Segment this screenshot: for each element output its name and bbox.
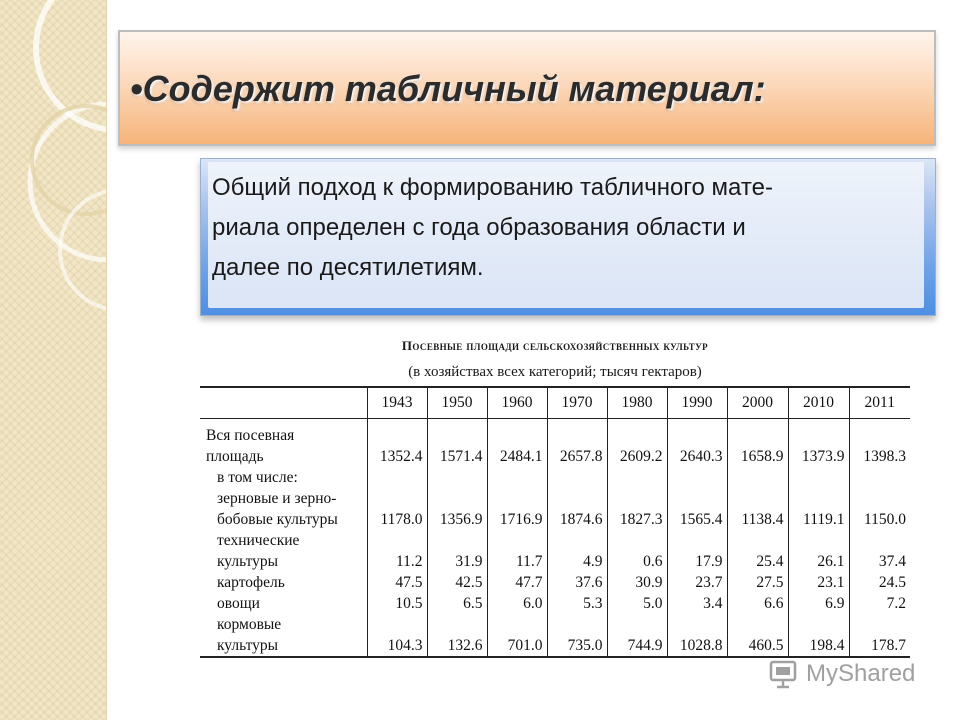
table-title: Посевные площади сельскохозяйственных культур: [401, 338, 709, 353]
table-cell: [367, 488, 427, 509]
table-cell: [667, 467, 727, 488]
table-cell: 198.4: [788, 635, 849, 657]
table-cell: 2640.3: [667, 446, 727, 467]
info-paragraph: [212, 168, 912, 288]
table-cell: 10.5: [367, 593, 427, 614]
year-header: 2010: [788, 387, 849, 419]
table-cell: 30.9: [607, 572, 667, 593]
table-cell: 2484.1: [487, 446, 547, 467]
table-cell: 104.3: [367, 635, 427, 657]
table-cell: [788, 530, 849, 551]
decorative-circles-icon: [0, 0, 106, 720]
table-cell: 11.2: [367, 551, 427, 572]
table-cell: [667, 530, 727, 551]
table-cell: 1571.4: [427, 446, 487, 467]
table-cell: [849, 614, 910, 635]
table-cell: [849, 488, 910, 509]
table-cell: [788, 488, 849, 509]
table-cell: [547, 530, 607, 551]
table-cell: 6.0: [487, 593, 547, 614]
slide-title: •Содержит табличный материал:: [130, 68, 766, 109]
table-cell: [487, 467, 547, 488]
table-cell: [487, 614, 547, 635]
table-cell: [427, 488, 487, 509]
table-cell: 1150.0: [849, 509, 910, 530]
row-label: картофель: [217, 574, 285, 591]
table-row: [200, 635, 910, 657]
table-cell: [788, 614, 849, 635]
table-cell: [607, 530, 667, 551]
table-cell: [667, 419, 727, 447]
table-row: [200, 614, 910, 635]
table-cell: 6.6: [727, 593, 788, 614]
table-cell: [788, 419, 849, 447]
table-cell: [727, 488, 788, 509]
table-cell: 1352.4: [367, 446, 427, 467]
table-cell: [427, 419, 487, 447]
table-cell: [367, 467, 427, 488]
table-cell: 1028.8: [667, 635, 727, 657]
year-header: 1950: [427, 387, 487, 419]
table-cell: [547, 467, 607, 488]
table-cell: [547, 614, 607, 635]
table-cell: 26.1: [788, 551, 849, 572]
table-cell: [427, 530, 487, 551]
table-cell: 701.0: [487, 635, 547, 657]
table-row: [200, 509, 910, 530]
crop-area-table: [200, 386, 910, 658]
table-cell: [667, 488, 727, 509]
info-line: Общий подход к формированию табличного мате-: [212, 174, 773, 201]
decorative-left-strip: [0, 0, 107, 720]
table-cell: 1119.1: [788, 509, 849, 530]
table-cell: [427, 614, 487, 635]
table-cell: [487, 419, 547, 447]
table-cell: 1658.9: [727, 446, 788, 467]
row-label: зерновые и зерно-: [217, 490, 337, 507]
table-cell: 1398.3: [849, 446, 910, 467]
table-cell: 25.4: [727, 551, 788, 572]
table-cell: 735.0: [547, 635, 607, 657]
table-row: [200, 572, 910, 593]
table-row: [200, 593, 910, 614]
table-cell: 31.9: [427, 551, 487, 572]
info-line: далее по десятилетиям.: [212, 254, 484, 281]
table-cell: 1138.4: [727, 509, 788, 530]
table-cell: 1874.6: [547, 509, 607, 530]
table-cell: [727, 467, 788, 488]
table-cell: 23.7: [667, 572, 727, 593]
table-cell: [607, 467, 667, 488]
table-cell: [547, 488, 607, 509]
table-cell: [849, 467, 910, 488]
table-cell: 47.5: [367, 572, 427, 593]
table-row: [200, 551, 910, 572]
presentation-board-icon: [768, 658, 800, 690]
table-cell: 47.7: [487, 572, 547, 593]
row-label: площадь: [206, 448, 264, 465]
table-cell: 1827.3: [607, 509, 667, 530]
table-cell: 24.5: [849, 572, 910, 593]
table-cell: 5.3: [547, 593, 607, 614]
table-row: [200, 446, 910, 467]
table-cell: 4.9: [547, 551, 607, 572]
table-row: [200, 467, 910, 488]
row-label: культуры: [200, 635, 367, 657]
table-cell: 42.5: [427, 572, 487, 593]
table-cell: [607, 488, 667, 509]
table-body: [200, 419, 910, 658]
table-cell: 6.9: [788, 593, 849, 614]
row-label: технические: [217, 532, 300, 549]
table-cell: 11.7: [487, 551, 547, 572]
row-label: кормовые: [217, 616, 282, 633]
info-line: риала определен с года образования области и: [212, 214, 746, 241]
table-cell: [727, 614, 788, 635]
table-row: [200, 488, 910, 509]
table-cell: 1565.4: [667, 509, 727, 530]
row-label: Вся посевная: [206, 427, 295, 444]
table-row: [200, 419, 910, 447]
table-cell: [727, 419, 788, 447]
table-cell: 1716.9: [487, 509, 547, 530]
table-cell: 1373.9: [788, 446, 849, 467]
table-cell: 744.9: [607, 635, 667, 657]
table-cell: 2657.8: [547, 446, 607, 467]
table-cell: 7.2: [849, 593, 910, 614]
table-cell: [367, 419, 427, 447]
table-cell: 17.9: [667, 551, 727, 572]
year-header: 2011: [849, 387, 910, 419]
table-cell: [607, 419, 667, 447]
year-header: 1960: [487, 387, 547, 419]
year-header: 1970: [547, 387, 607, 419]
row-label: культуры: [217, 553, 279, 570]
table-cell: 27.5: [727, 572, 788, 593]
table-cell: 5.0: [607, 593, 667, 614]
watermark-text: MyShared: [806, 660, 916, 687]
year-header: 2000: [727, 387, 788, 419]
table-cell: [487, 488, 547, 509]
table-cell: 1178.0: [367, 509, 427, 530]
table-cell: 132.6: [427, 635, 487, 657]
table-cell: [367, 530, 427, 551]
row-label: овощи: [217, 595, 260, 612]
table-header-row: [200, 387, 910, 419]
table-cell: 6.5: [427, 593, 487, 614]
table-cell: [607, 614, 667, 635]
table-cell: [667, 614, 727, 635]
row-label: в том числе:: [217, 469, 298, 486]
table-cell: [367, 614, 427, 635]
table-subtitle: (в хозяйствах всех категорий; тысяч гектаров): [408, 364, 702, 380]
header-corner-cell: [200, 387, 367, 419]
table-cell: [788, 467, 849, 488]
table-cell: [849, 419, 910, 447]
table-cell: 37.4: [849, 551, 910, 572]
table-row: [200, 530, 910, 551]
table-cell: [849, 530, 910, 551]
table-cell: 3.4: [667, 593, 727, 614]
year-header: 1990: [667, 387, 727, 419]
table-cell: [547, 419, 607, 447]
table-cell: 460.5: [727, 635, 788, 657]
table-cell: 23.1: [788, 572, 849, 593]
year-header: 1943: [367, 387, 427, 419]
table-cell: 178.7: [849, 635, 910, 657]
table-cell: 1356.9: [427, 509, 487, 530]
year-header: 1980: [607, 387, 667, 419]
table-cell: [727, 530, 788, 551]
table-cell: 0.6: [607, 551, 667, 572]
table-cell: [487, 530, 547, 551]
table-cell: 2609.2: [607, 446, 667, 467]
row-label: бобовые культуры: [217, 511, 338, 528]
table-cell: [427, 467, 487, 488]
table-cell: 37.6: [547, 572, 607, 593]
